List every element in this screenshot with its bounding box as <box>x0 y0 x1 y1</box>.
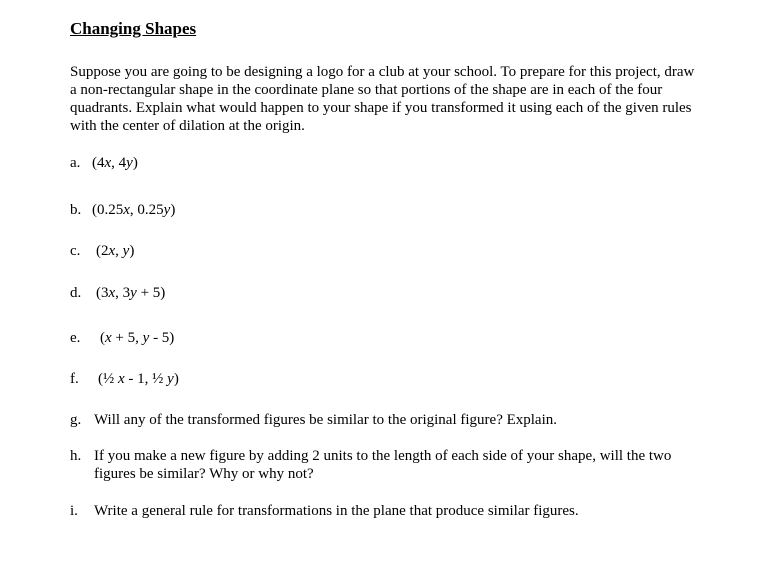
item-label: a. <box>70 155 81 171</box>
item-label: f. <box>70 371 79 387</box>
item-text: Write a general rule for transformations in the plane that produce similar figures. <box>94 503 579 519</box>
page-title: Changing Shapes <box>70 19 197 38</box>
item-text: Will any of the transformed figures be similar to the original figure? Explain. <box>94 412 558 428</box>
item-label: g. <box>70 412 82 428</box>
item-label: i. <box>70 503 78 519</box>
item-text: (3x, 3y + 5) <box>96 285 166 301</box>
list-item-d <box>70 284 165 302</box>
item-label: d. <box>70 285 82 301</box>
item-text: (0.25x, 0.25y) <box>92 202 176 218</box>
list-item-a <box>70 154 138 172</box>
list-item-i <box>70 502 694 520</box>
list-item-f <box>70 370 179 388</box>
list-item-g <box>70 411 694 429</box>
item-text: (x + 5, y - 5) <box>100 330 175 346</box>
item-label: c. <box>70 243 81 259</box>
list-item-c <box>70 242 134 260</box>
item-label: e. <box>70 330 81 346</box>
item-text: (4x, 4y) <box>92 155 138 171</box>
list-item-h <box>70 447 686 483</box>
list-item-b <box>70 201 175 219</box>
list-item-e <box>70 329 174 347</box>
item-text: (½ x - 1, ½ y) <box>98 371 179 387</box>
item-text: (2x, y) <box>96 243 135 259</box>
item-text: If you make a new figure by adding 2 units to the length of each side of your shape, will the two figures be similar? Why or why not? <box>94 448 672 482</box>
item-label: h. <box>70 448 82 464</box>
item-label: b. <box>70 202 82 218</box>
intro-paragraph: Suppose you are going to be designing a logo for a club at your school. To prepare for this project, draw a non-rectangular shape in the coordinate plane so that portions of the shape are in each of the four quadrants. Explain what would happen to your shape if you transformed it using each of the given rules with the center of dilation at the origin. <box>70 64 695 134</box>
